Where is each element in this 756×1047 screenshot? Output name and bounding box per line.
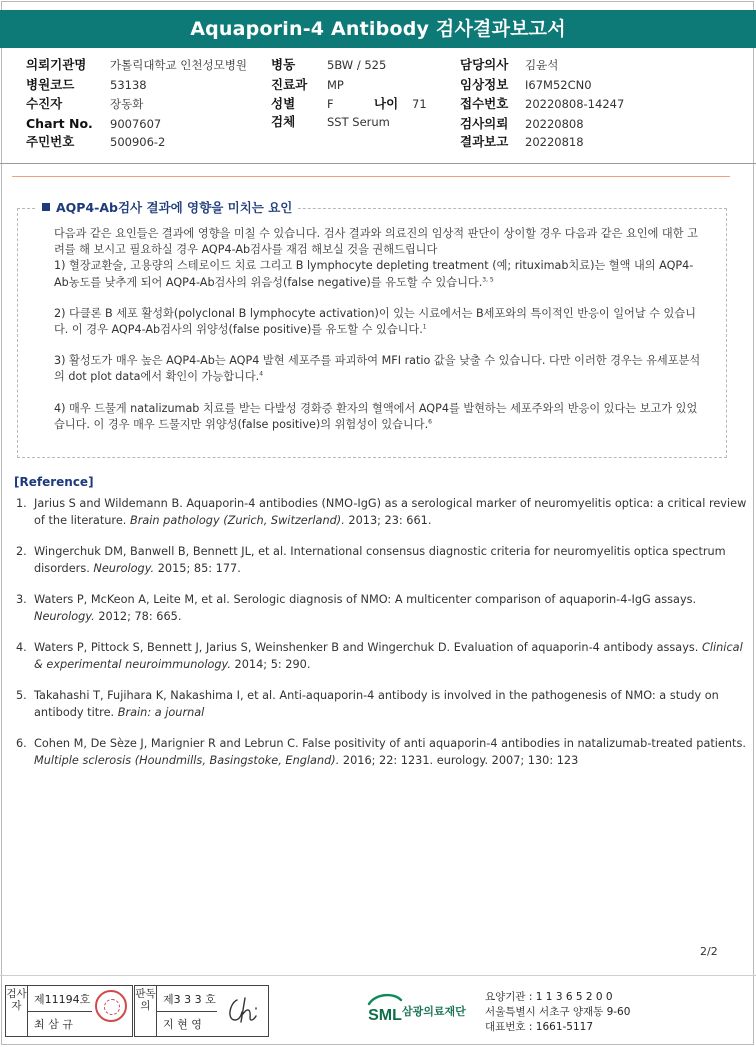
reference-journal: Neurology. (34, 610, 95, 623)
examiner-label: 검사자 (6, 986, 28, 1036)
citation-sup: 3, 5 (482, 275, 494, 283)
reference-item (16, 687, 751, 721)
value-receipt-no: 20220808-14247 (525, 97, 625, 111)
org-name: 삼광의료재단 (402, 1005, 466, 1018)
label-specimen: 검체 (271, 114, 296, 129)
notice-title (36, 198, 298, 216)
value-age: 71 (412, 97, 427, 111)
value-chart-no: 9007607 (110, 117, 162, 131)
reference-heading: [Reference] (14, 475, 94, 489)
reference-journal: Multiple sclerosis (Houndmills, Basingstoke, England). (34, 754, 340, 767)
label-report-date: 결과보고 (460, 134, 509, 149)
label-chart-no: Chart No. (26, 116, 93, 131)
notice-intro-text: 다음과 같은 요인들은 결과에 영향을 미칠 수 있습니다. 검사 결과와 의료진의 임상적 판단이 상이할 경우 다음과 같은 요인에 대한 고려를 해 보시고 필요하실 경우 AQP4-Ab검사를 재검 해보실 것을 권해드립니다 (54, 227, 698, 257)
reference-number: 4. (16, 641, 27, 654)
reference-number: 2. (16, 545, 27, 558)
label-hospital-code: 병원코드 (26, 77, 75, 92)
reference-item (16, 495, 751, 529)
label-resident-no: 주민번호 (26, 134, 75, 149)
notice-item (54, 306, 704, 338)
reference-journal: Brain pathology (Zurich, Switzerland). (129, 514, 345, 527)
citation-sup: 4 (259, 370, 264, 378)
reader-signature-box (134, 985, 269, 1037)
reference-number: 6. (16, 737, 27, 750)
divider-top (0, 163, 756, 164)
reference-tail: 2016; 22: 1231. eurology. 2007; 130: 123 (339, 754, 579, 767)
reference-tail: 2015; 85: 177. (154, 562, 241, 575)
examiner-license: 제11194호 (34, 993, 91, 1006)
notice-body (54, 226, 704, 448)
label-doctor: 담당의사 (460, 57, 509, 72)
label-age: 나이 (374, 96, 399, 111)
reader-license: 제3 3 3 호 (163, 993, 216, 1006)
value-resident-no: 500906-2 (110, 135, 166, 149)
notice-item (54, 258, 704, 290)
care-institution-code: 요양기관 : 1 1 3 6 5 2 0 0 (485, 991, 613, 1003)
label-sex: 성별 (271, 96, 296, 111)
reference-journal: Clinical & experimental neuroimmunology. (34, 641, 743, 671)
examiner-divider (28, 1011, 92, 1012)
divider-footer (0, 975, 756, 976)
reference-number: 5. (16, 689, 27, 702)
value-specimen: SST Serum (327, 115, 390, 129)
report-title: Aquaporin-4 Antibody 검사결과보고서 (0, 10, 756, 48)
value-hospital-code: 53138 (110, 78, 147, 92)
label-receipt-no: 접수번호 (460, 96, 509, 111)
value-doctor: 김윤석 (525, 58, 559, 72)
reader-label: 판독의 (135, 986, 157, 1036)
value-patient: 장동화 (110, 97, 144, 111)
reference-list (16, 495, 751, 783)
notice-intro (54, 226, 704, 258)
label-request-date: 검사의뢰 (460, 116, 509, 131)
value-sex: F (327, 97, 334, 111)
org-phone: 대표번호 : 1661-5117 (485, 1021, 594, 1033)
notice-item-text: 4) 매우 드물게 natalizumab 치료를 받는 다발성 경화증 환자의 혈액에서 AQP4를 발현하는 세포주와의 반응이 있다는 보고가 있었습니다. 이 경우 매우 드물지만 위양성(false positive)의 위험성이 있습니다. (54, 401, 698, 431)
label-patient: 수진자 (26, 96, 63, 111)
reference-item (16, 639, 751, 673)
reference-item (16, 543, 751, 577)
citation-sup: 1 (422, 323, 427, 331)
reference-tail: 2013; 23: 661. (344, 514, 432, 527)
org-address: 서울특별시 서초구 양재동 9-60 (485, 1006, 631, 1018)
label-hospital: 의뢰기관명 (26, 57, 87, 72)
notice-title-text: AQP4-Ab검사 결과에 영향을 미치는 요인 (56, 200, 293, 215)
examiner-name: 최 삼 규 (34, 1018, 73, 1031)
examiner-seal-icon (95, 990, 127, 1022)
reference-text: Cohen M, De Sèze J, Marignier R and Lebrun C. False positivity of anti aquaporin-4 antibodies in natalizumab-treated patients. (34, 737, 746, 750)
value-hospital: 가톨릭대학교 인천성모병원 (110, 58, 247, 72)
divider-accent (12, 176, 730, 177)
value-request-date: 20220808 (525, 117, 584, 131)
reference-text: Waters P, McKeon A, Leite M, et al. Serologic diagnosis of NMO: A multicenter comparison of aquaporin-4-IgG assays. (34, 593, 697, 606)
page-number: 2/2 (700, 945, 718, 958)
reference-text: Takahashi T, Fujihara K, Nakashima I, et al. Anti-aquaporin-4 antibody is involved in the pathogenesis of NMO: a study on antibody titre. (34, 689, 719, 719)
reference-text: Wingerchuk DM, Banwell B, Bennett JL, et al. International consensus diagnostic criteria for neuromyelitis optica spectrum disorders. (34, 545, 726, 575)
signature-mark-icon (223, 994, 263, 1028)
reference-item (16, 591, 751, 625)
notice-item-text: 3) 활성도가 매우 높은 AQP4-Ab는 AQP4 발현 세포주를 파괴하여 MFI ratio 값을 낮출 수 있습니다. 다만 이러한 경우는 유세포분석의 dot plot data에서 확인이 가능합니다. (54, 354, 701, 384)
reference-number: 1. (16, 497, 27, 510)
notice-item (54, 353, 704, 385)
label-clinical-info: 임상정보 (460, 77, 509, 92)
notice-item (54, 401, 704, 433)
square-bullet-icon (42, 203, 50, 211)
label-department: 진료과 (271, 77, 308, 92)
reader-divider (157, 1011, 217, 1012)
reference-journal: Brain: a journal (117, 706, 205, 719)
value-report-date: 20220818 (525, 135, 584, 149)
citation-sup: 6 (428, 418, 432, 426)
reference-item (16, 735, 751, 769)
reference-tail: 2014; 5: 290. (230, 658, 311, 671)
reference-number: 3. (16, 593, 27, 606)
value-ward: 5BW / 525 (327, 58, 387, 72)
reference-tail: 2012; 78: 665. (94, 610, 182, 623)
reference-text: Waters P, Pittock S, Bennett J, Jarius S, Weinshenker B and Wingerchuk D. Evaluation of aquaporin-4 antibody assays. (34, 641, 702, 654)
value-department: MP (327, 78, 344, 92)
sml-logo-icon (365, 990, 405, 1030)
value-clinical-info: I67M52CN0 (525, 78, 592, 92)
notice-item-text: 1) 혈장교환술, 고용량의 스테로이드 치료 그리고 B lymphocyte depleting treatment (예; rituximab치료)는 혈액 내의 AQP4-Ab농도를 낮추게 되어 AQP4-Ab검사의 위음성(false negative)를 유도할 수 있습니다. (54, 259, 694, 289)
sml-logo-text: SML (368, 1007, 402, 1024)
org-contact-info (485, 990, 630, 1035)
notice-item-text: 2) 다클론 B 세포 활성화(polyclonal B lymphocyte activation)이 있는 시료에서는 B세포와의 특이적인 반응이 일어날 수 있습니다. 이 경우 AQP4-Ab검사의 위양성(false positive)를 유도할 수 있습니다. (54, 306, 696, 337)
reference-journal: Neurology. (93, 562, 155, 575)
reference-text: Jarius S and Wildemann B. Aquaporin-4 antibodies (NMO-IgG) as a serological marker of neuromyelitis optica: a critical review of the literature. (34, 497, 747, 527)
reader-name: 지 현 영 (163, 1018, 202, 1031)
label-ward: 병동 (271, 57, 296, 72)
